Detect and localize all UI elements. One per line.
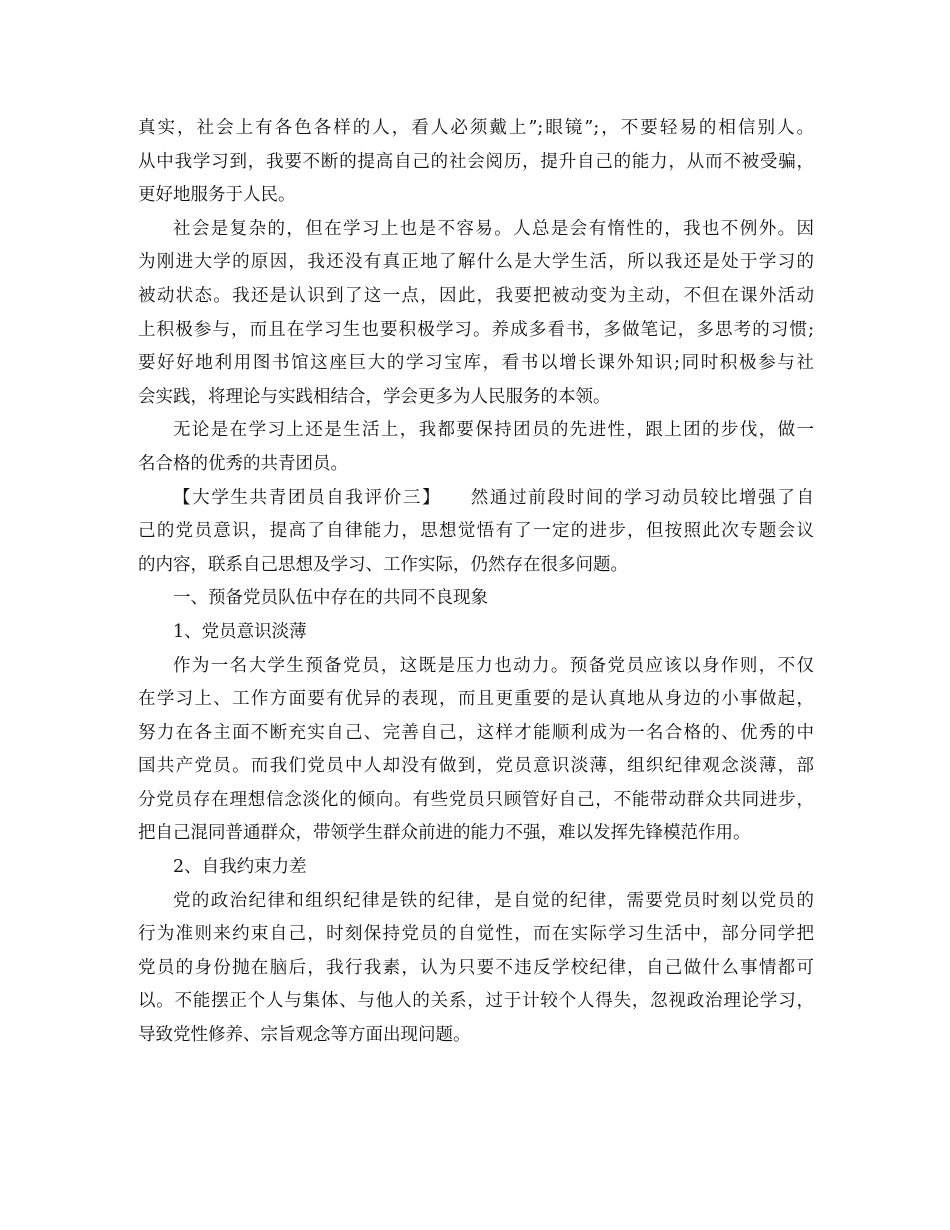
text-line: 党员的身份抛在脑后，我行我素，认为只要不违反学校纪律，自己做什么事情都可 (138, 957, 814, 978)
text-line: 己的党员意识，提高了自律能力，思想觉悟有了一定的进步，但按照此次专题会议 (138, 521, 814, 542)
text-line: 分党员存在理想信念淡化的倾向。有些党员只顾管好自己，不能带动群众共同进步， (138, 789, 814, 810)
text-line: 作为一名大学生预备党员，这既是压力也动力。预备党员应该以身作则，不仅 (173, 655, 814, 676)
text-line: 2、自我约束力差 (173, 857, 307, 878)
text-line: 更好地服务于人民。 (138, 185, 296, 206)
text-line: 上积极参与，而且在学习生也要积极学习。养成多看书，多做笔记，多思考的习惯; (138, 319, 814, 340)
text-line: 行为准则来约束自己，时刻保持党员的自觉性，而在实际学习生活中，部分同学把 (138, 924, 814, 945)
text-line: 无论是在学习上还是生活上，我都要保持团员的先进性，跟上团的步伐，做一 (173, 420, 814, 441)
text-line: 名合格的优秀的共青团员。 (138, 453, 348, 474)
text-line: 以。不能摆正个人与集体、与他人的关系，过于计较个人得失，忽视政治理论学习， (138, 991, 814, 1012)
text-line: 会实践，将理论与实践相结合，学会更多为人民服务的本领。 (138, 386, 611, 407)
text-line: 要好好地利用图书馆这座巨大的学习宝库，看书以增长课外知识;同时积极参与社 (138, 353, 814, 374)
text-line: 努力在各主面不断充实自己、完善自己，这样才能顺利成为一名合格的、优秀的中 (138, 722, 814, 743)
text-line: 从中我学习到，我要不断的提高自己的社会阅历，提升自己的能力，从而不被受骗， (138, 151, 814, 172)
text-line: 在学习上、工作方面要有优异的表现，而且更重要的是认真地从身边的小事做起， (138, 689, 814, 710)
text-line: 把自己混同普通群众，带领学生群众前进的能力不强，难以发挥先锋模范作用。 (138, 823, 751, 844)
text-line: 为刚进大学的原因，我还没有真正地了解什么是大学生活，所以我还是处于学习的 (138, 252, 814, 273)
text-line: 一、预备党员队伍中存在的共同不良现象 (173, 588, 488, 609)
text-line: 导致党性修养、宗旨观念等方面出现问题。 (138, 1025, 471, 1046)
text-line: 党的政治纪律和组织纪律是铁的纪律，是自觉的纪律，需要党员时刻以党员的 (173, 890, 814, 911)
text-line: 真实，社会上有各色各样的人，看人必须戴上”;眼镜”;，不要轻易的相信别人。 (138, 118, 814, 138)
text-line: 【大学生共青团员自我评价三】 然通过前段时间的学习动员较比增强了自 (173, 487, 814, 508)
text-line: 被动状态。我还是认识到了这一点，因此，我要把被动变为主动，不但在课外活动 (138, 285, 814, 306)
text-line: 的内容，联系自己思想及学习、工作实际，仍然存在很多问题。 (138, 554, 628, 575)
document-body (138, 112, 814, 1053)
text-line: 社会是复杂的，但在学习上也是不容易。人总是会有惰性的，我也不例外。因 (173, 218, 814, 239)
text-line: 国共产党员。而我们党员中人却没有做到，党员意识淡薄，组织纪律观念淡薄，部 (138, 756, 814, 777)
text-line: 1、党员意识淡薄 (173, 621, 307, 642)
